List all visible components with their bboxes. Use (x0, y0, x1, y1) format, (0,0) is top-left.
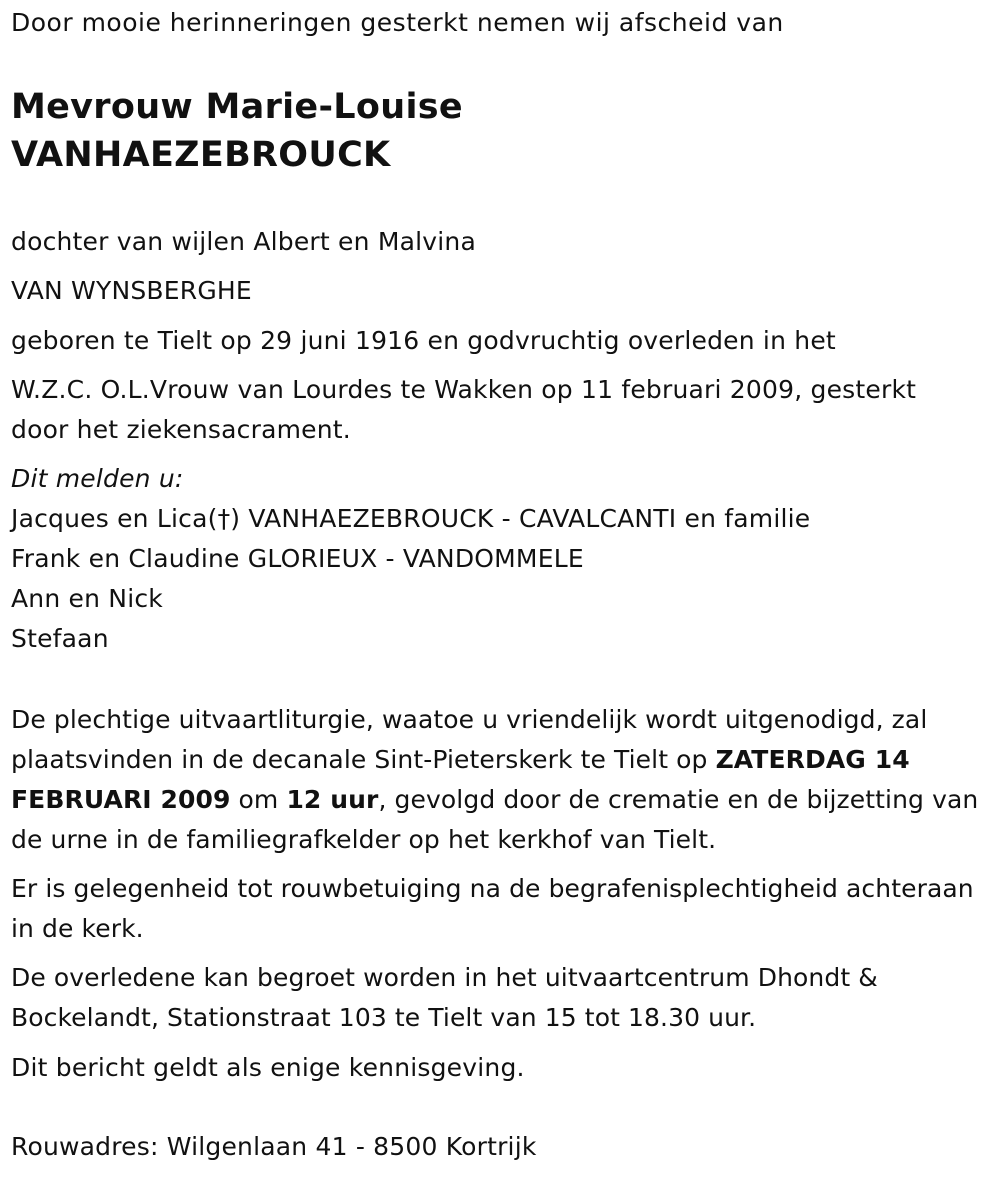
liturgy-paragraph (11, 700, 986, 860)
family-member: Stefaan (11, 624, 109, 653)
death-text-line2: door het ziekensacrament. (11, 415, 351, 444)
visitation-paragraph: De overledene kan begroet worden in het uitvaartcentrum Dhondt & Bockelandt, Stationstraat 103 te Tielt van 15 tot 18.30 uur. (11, 963, 878, 1032)
family-member: Ann en Nick (11, 584, 163, 613)
deceased-name-line2: VANHAEZEBROUCK (11, 135, 391, 175)
parents-surname-text: VAN WYNSBERGHE (11, 276, 252, 305)
family-member: Jacques en Lica(†) VANHAEZEBROUCK - CAVALCANTI en familie (11, 504, 811, 533)
mourning-address: Rouwadres: Wilgenlaan 41 - 8500 Kortrijk (11, 1132, 537, 1161)
family-member: Frank en Claudine GLORIEUX - VANDOMMELE (11, 544, 584, 573)
liturgy-text-after: , gevolgd door de crematie en de bijzetting van de urne in de familiegrafkelder op het kerkhof van Tielt. (11, 785, 979, 854)
liturgy-text-middle: om (230, 785, 287, 814)
liturgy-date: ZATERDAG 14 FEBRUARI 2009 (11, 745, 910, 814)
liturgy-text-before: De plechtige uitvaartliturgie, waatoe u vriendelijk wordt uitgenodigd, zal plaatsvinden in de decanale Sint-Pieterskerk te Tielt op (11, 705, 928, 774)
notice-text: Dit bericht geldt als enige kennisgeving. (11, 1053, 525, 1082)
birth-text: geboren te Tielt op 29 juni 1916 en godvruchtig overleden in het (11, 326, 836, 355)
liturgy-time: 12 uur (286, 785, 379, 814)
condolence-paragraph: Er is gelegenheid tot rouwbetuiging na de begrafenisplechtigheid achteraan in de kerk. (11, 874, 974, 943)
announcers-label: Dit melden u: (11, 464, 184, 493)
daughter-of-text: dochter van wijlen Albert en Malvina (11, 227, 476, 256)
deceased-name-line1: Mevrouw Marie-Louise (11, 87, 463, 127)
intro-text: Door mooie herinneringen gesterkt nemen wij afscheid van (11, 8, 784, 37)
death-text-line1: W.Z.C. O.L.Vrouw van Lourdes te Wakken op 11 februari 2009, gesterkt (11, 375, 917, 404)
